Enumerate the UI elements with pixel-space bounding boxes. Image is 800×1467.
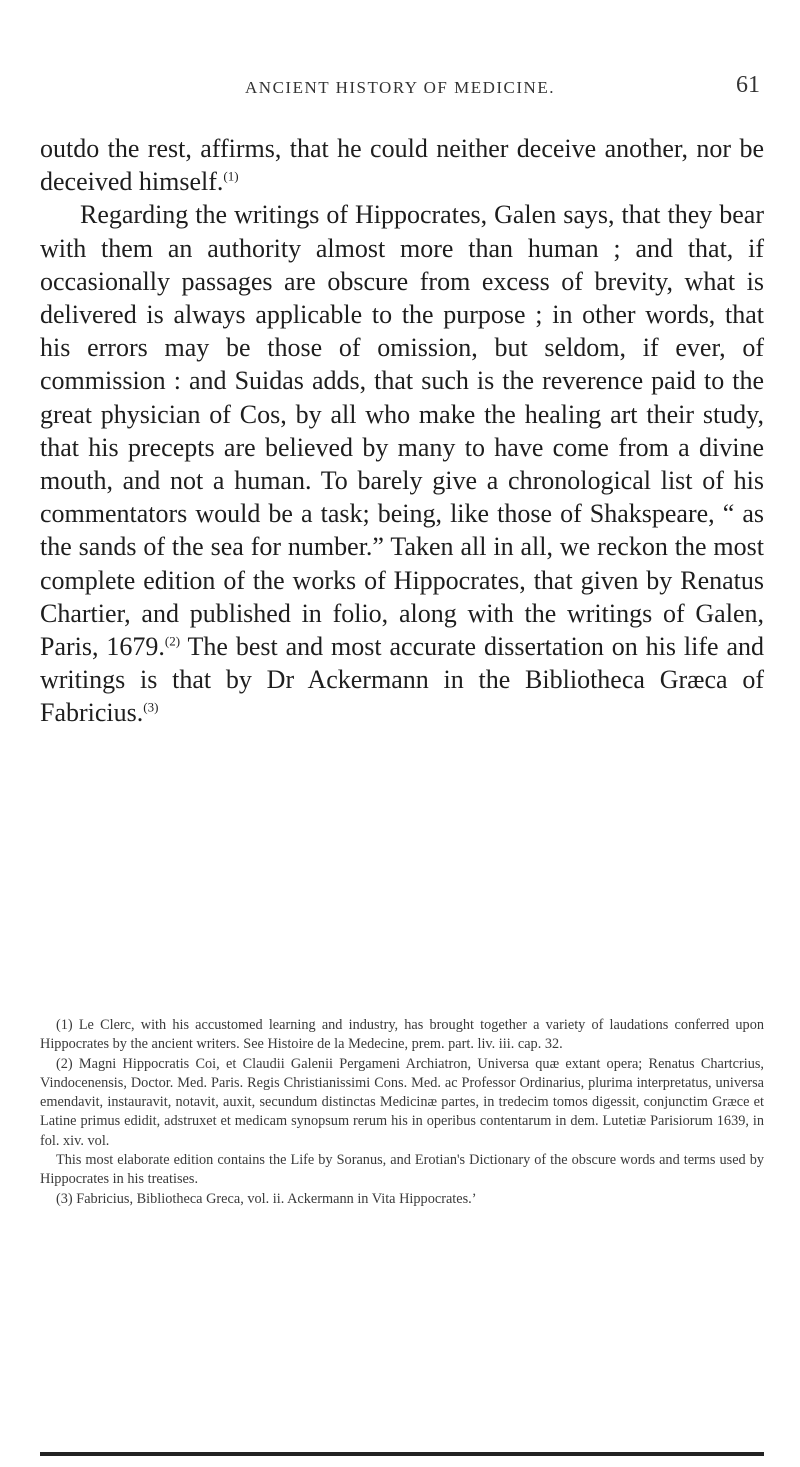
footnote-2: (2) Magni Hippocratis Coi, et Claudii Galenii Pergameni Archiatron, Universa quæ extant opera; Renatus Chartcrius, Vindocenensis, Doctor. Med. Paris. Regis Christianissimi Cons. Med. ac Professor Ordinarius, plurima interpretatus, universa emendavit, instauravit, notavit, auxit, secundum distinctas Medicinæ partes, in tredecim tomos digessit, conjunctim Græce et Latine primus edidit, adstruxet et medicam synopsum rerum his in operibus contentarum in dem. Lutetiæ Parisiorum 1639, in fol. xiv. vol. — [40, 1055, 764, 1149]
paragraph-1-text: outdo the rest, affirms, that he could neither deceive another, nor be deceived himself. — [40, 134, 764, 197]
bottom-rule — [40, 1452, 764, 1456]
footnotes — [40, 1016, 764, 1209]
footnote-1: (1) Le Clerc, with his accustomed learning and industry, has brought together a variety of laudations conferred upon Hippocrates by the ancient writers. See Histoire de la Medecine, prem. part. liv. iii. cap. 32. — [40, 1017, 764, 1053]
paragraph-2-text-a: Regarding the writings of Hippocrates, Galen says, that they bear with them an authority almost more than human ; and that, if occasionally passages are obscure from excess of brevity, what is delivered is always applicable to the purpose ; in other words, that his errors may be those of omission, but seldom, if ever, of commission : and Suidas adds, that such is the reverence paid to the great physician of Cos, by all who make the healing art their study, that his precepts are believed by many to have come from a divine mouth, and not a human. To barely give a chronological list of his commentators would be a task; being, like those of Shakspeare, “ as the sands of the sea for number.” Taken all in all, we reckon the most complete edition of the works of Hippocrates, that given by Renatus Chartier, and published in folio, along with the writings of Galen, Paris, 1679. — [40, 200, 764, 662]
paragraph-1 — [40, 132, 764, 198]
footnote-2-note: This most elaborate edition contains the Life by Soranus, and Erotian's Dictionary of the obscure words and terms used by Hippocrates in his treatises. — [40, 1152, 764, 1188]
page-number: 61 — [736, 72, 760, 98]
main-text — [40, 132, 764, 730]
footnote-ref-3: (3) — [143, 699, 159, 715]
footnote-ref-2: (2) — [164, 633, 181, 649]
footnote-ref-1: (1) — [223, 168, 239, 184]
running-head — [40, 72, 760, 108]
paragraph-2-text-b: The best and most accurate dissertation on his life and writings is that by Dr Ackermann in the Bibliotheca Græca of Fabricius. — [40, 632, 765, 728]
paragraph-2 — [40, 198, 764, 729]
running-title: ANCIENT HISTORY OF MEDICINE. — [245, 78, 555, 97]
footnote-3: (3) Fabricius, Bibliotheca Greca, vol. ii. Ackermann in Vita Hippocrates.’ — [56, 1190, 477, 1207]
